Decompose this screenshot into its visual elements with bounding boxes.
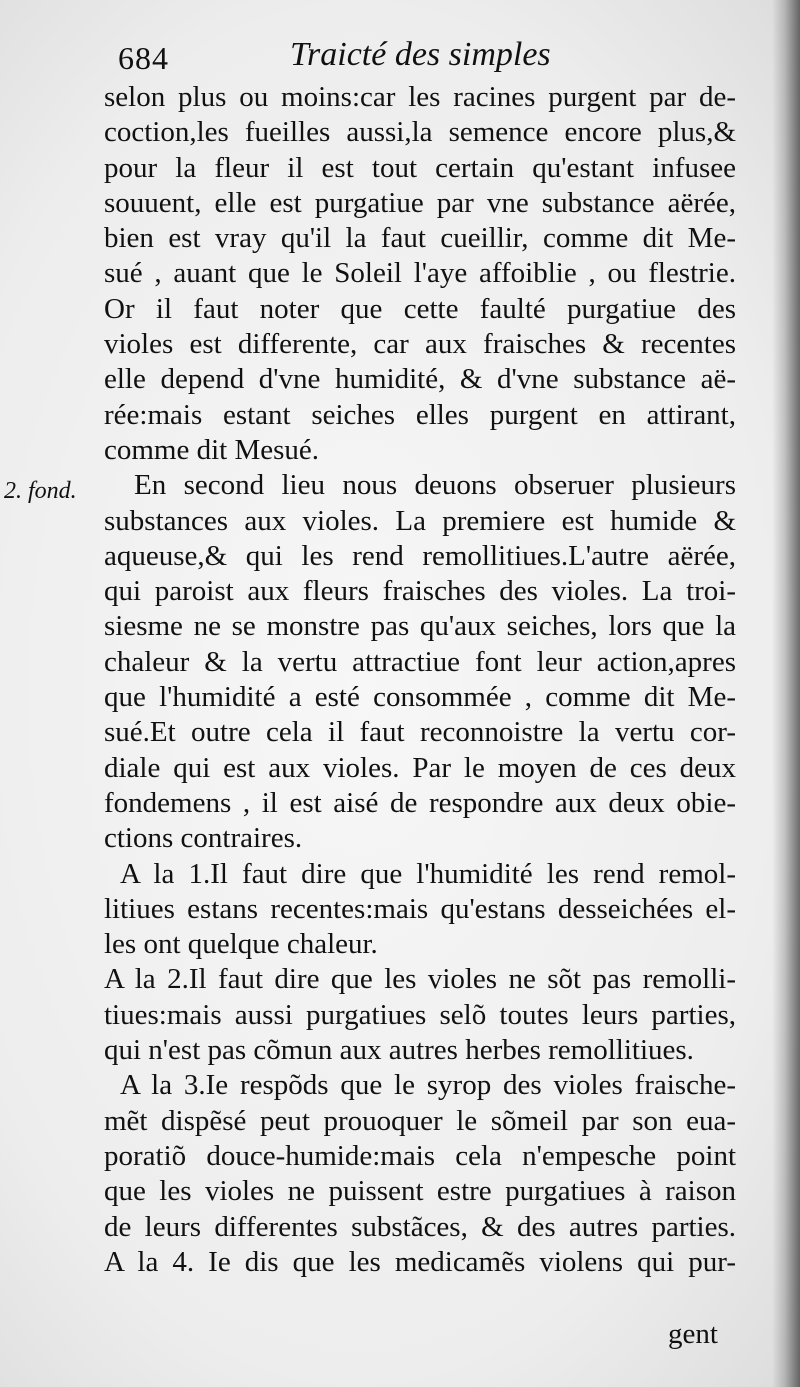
text-line: mẽt dispẽsé peut prouoquer le sõmeil par son eua- [104,1104,736,1137]
running-head: Traicté des simples [290,36,551,73]
text-line: aqueuse,& qui les rend remollitiues.L'autre aërée, [104,539,736,572]
paragraph-start-line: A la 2.Il faut dire que les violes ne sõt pas remolli- [104,963,736,996]
text-line: sué.Et outre cela il faut reconnoistre la vertu cor- [104,716,736,749]
text-line: qui paroist aux fleurs fraisches des violes. La troi- [104,575,736,608]
text-line: pour la fleur il est tout certain qu'estant infusee [104,151,736,184]
text-line: qui n'est pas cõmun aux autres herbes remollitiues. [104,1034,694,1067]
text-line: bien est vray qu'il la faut cueillir, comme dit Me- [104,222,736,255]
text-line: ctions contraires. [104,822,303,855]
text-line: fondemens , il est aisé de respondre aux deux obie- [104,786,736,819]
text-line: substances aux violes. La premiere est humide & [104,504,736,537]
paragraph-start-line: A la 1.Il faut dire que l'humidité les rend remol- [120,857,736,890]
text-line: comme dit Mesué. [104,433,320,466]
margin-note: 2. fond. [4,478,77,504]
paragraph-start-line: En second lieu nous deuons obseruer plusieurs [134,469,736,502]
catchword: gent [668,1318,718,1350]
text-line: elle depend d'vne humidité, & d'vne substance aë- [104,363,736,396]
page-gutter-shadow [772,0,800,1387]
text-line: chaleur & la vertu attractiue font leur action,apres [104,645,736,678]
text-line: que les violes ne puissent estre purgatiues à raison [104,1175,736,1208]
text-line: selon plus ou moins:car les racines purgent par de- [104,81,736,113]
text-line: diale qui est aux violes. Par le moyen de ces deux [104,751,736,784]
paragraph-start-line: A la 4. Ie dis que les medicamẽs violens qui pur- [104,1245,736,1278]
text-line: poratiõ douce-humide:mais cela n'empesche point [104,1139,736,1172]
text-line: que l'humidité a esté consommée , comme dit Me- [104,681,736,714]
text-line: Or il faut noter que cette faulté purgatiue des [104,292,736,325]
text-line: les ont quelque chaleur. [104,928,378,961]
text-line: tiues:mais aussi purgatiues selõ toutes leurs parties, [104,998,736,1031]
page-number: 684 [118,40,169,76]
text-line: rée:mais estant seiches elles purgent en attirant, [104,398,736,431]
text-line: de leurs differentes substãces, & des autres parties. [104,1210,736,1243]
text-line: siesme ne se monstre pas qu'aux seiches, lors que la [104,610,736,643]
text-line: sué , auant que le Soleil l'aye affoiblie , ou flestrie. [104,257,736,290]
text-line: litiues estans recentes:mais qu'estans desseichées el- [104,892,736,925]
text-line: coction,les fueilles aussi,la semence encore plus,& [104,116,736,149]
body-text [104,80,736,1280]
text-line: violes est differente, car aux fraisches & recentes [104,328,736,361]
paragraph-start-line: A la 3.Ie respõds que le syrop des violes fraische- [120,1069,736,1102]
text-line: souuent, elle est purgatiue par vne substance aërée, [104,186,736,219]
